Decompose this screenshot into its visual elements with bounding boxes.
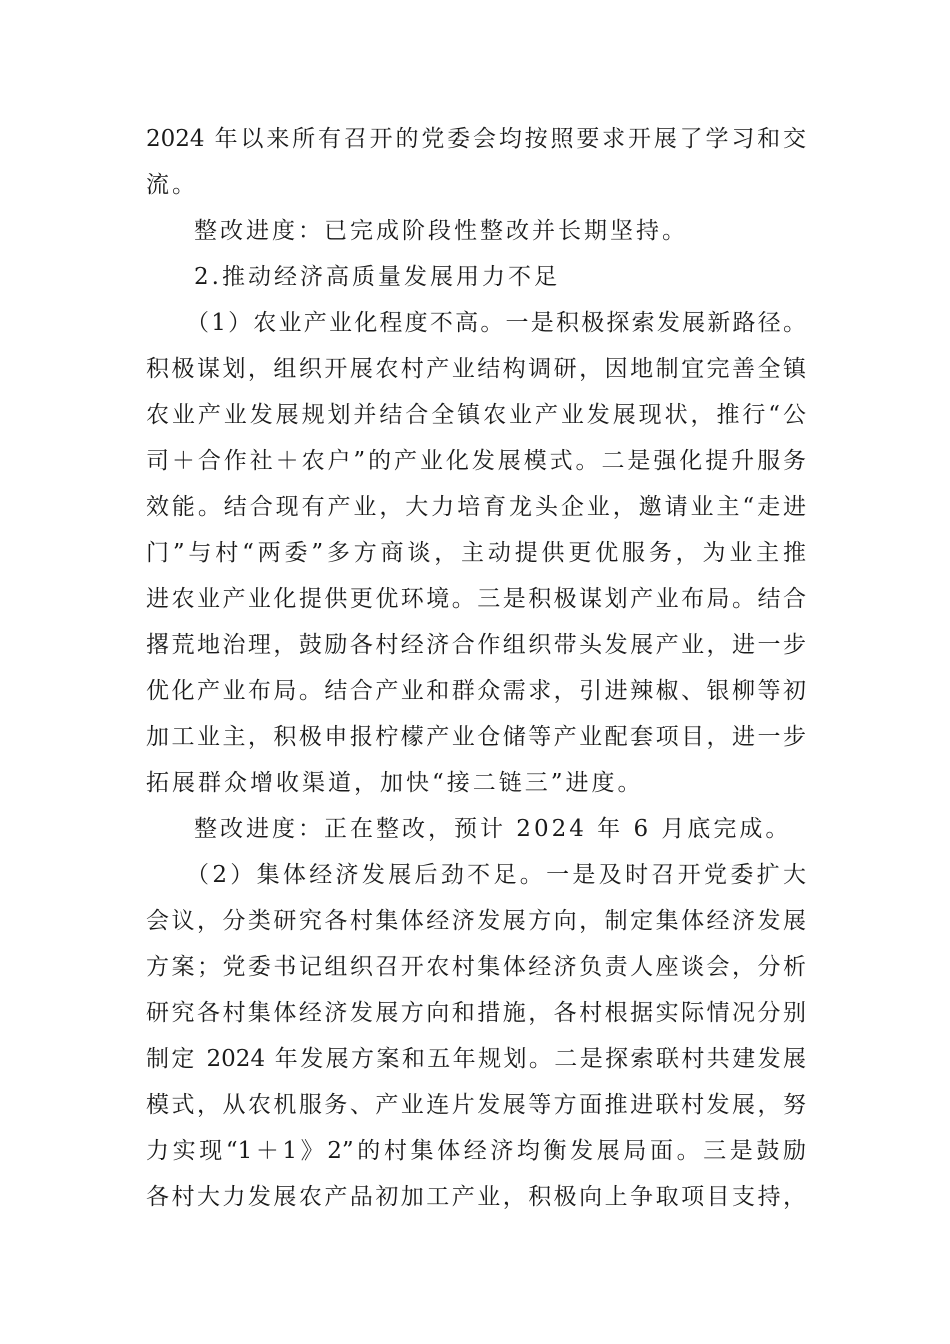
paragraph-line: 力实现“1＋1》2”的村集体经济均衡发展局面。三是鼓励 bbox=[146, 1138, 806, 1164]
paragraph-line: 司＋合作社＋农户”的产业化发展模式。二是强化提升服务 bbox=[146, 448, 806, 474]
paragraph-line: 加工业主，积极申报柠檬产业仓储等产业配套项目，进一步 bbox=[146, 724, 806, 750]
paragraph-line: 研究各村集体经济发展方向和措施，各村根据实际情况分别 bbox=[146, 1000, 806, 1026]
paragraph-line: 撂荒地治理，鼓励各村经济合作组织带头发展产业，进一步 bbox=[146, 632, 806, 658]
paragraph-line: 门”与村“两委”多方商谈，主动提供更优服务，为业主推 bbox=[146, 540, 806, 566]
paragraph-line: 制定 2024 年发展方案和五年规划。二是探索联村共建发展 bbox=[146, 1046, 806, 1072]
paragraph-line: 会议，分类研究各村集体经济发展方向，制定集体经济发展 bbox=[146, 908, 806, 934]
rectification-progress: 整改进度：已完成阶段性整改并长期坚持。 bbox=[194, 218, 688, 244]
paragraph-line: 2024 年以来所有召开的党委会均按照要求开展了学习和交 bbox=[146, 126, 806, 152]
paragraph-line: 优化产业布局。结合产业和群众需求，引进辣椒、银柳等初 bbox=[146, 678, 806, 704]
paragraph-line: 效能。结合现有产业，大力培育龙头企业，邀请业主“走进 bbox=[146, 494, 806, 520]
paragraph-line: 拓展群众增收渠道，加快“接二链三”进度。 bbox=[146, 770, 644, 796]
section-heading: 2.推动经济高质量发展用力不足 bbox=[194, 264, 560, 290]
paragraph-line: 农业产业发展规划并结合全镇农业产业发展现状，推行“公 bbox=[146, 402, 806, 428]
subsection-heading: （2）集体经济发展后劲不足。一是及时召开党委扩大 bbox=[186, 862, 806, 888]
rectification-progress: 整改进度：正在整改，预计 2024 年 6 月底完成。 bbox=[194, 816, 792, 842]
paragraph-line: 方案；党委书记组织召开农村集体经济负责人座谈会，分析 bbox=[146, 954, 806, 980]
paragraph-line: 模式，从农机服务、产业连片发展等方面推进联村发展，努 bbox=[146, 1092, 806, 1118]
subsection-heading: （1）农业产业化程度不高。一是积极探索发展新路径。 bbox=[186, 310, 806, 336]
paragraph-line: 进农业产业化提供更优环境。三是积极谋划产业布局。结合 bbox=[146, 586, 806, 612]
document-body bbox=[146, 116, 806, 1220]
paragraph-line: 流。 bbox=[146, 172, 198, 198]
paragraph-line: 各村大力发展农产品初加工产业，积极向上争取项目支持， bbox=[146, 1184, 806, 1210]
paragraph-line: 积极谋划，组织开展农村产业结构调研，因地制宜完善全镇 bbox=[146, 356, 806, 382]
